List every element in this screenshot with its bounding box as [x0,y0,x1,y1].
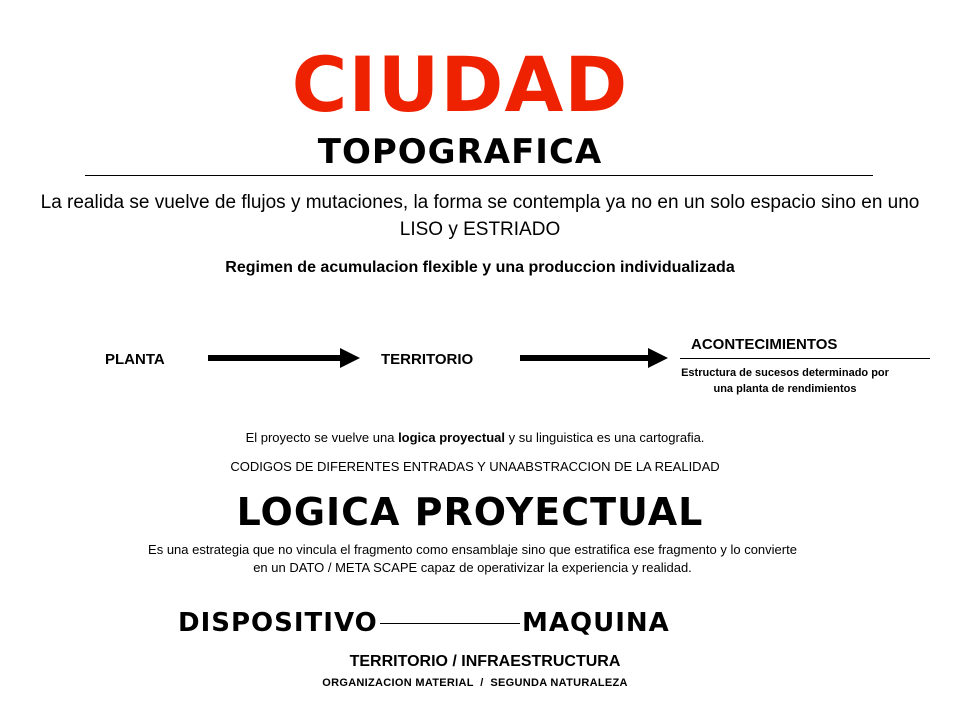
acontecimientos-note: Estructura de sucesos determinado por una planta de rendimientos [681,367,889,395]
acontecimientos-divider [680,358,930,359]
maquina-label: MAQUINA [522,608,670,638]
proyecto-text-before: El proyecto se vuelve una [245,430,399,445]
codigos-line: CODIGOS DE DIFERENTES ENTRADAS Y UNAABSTRACCION DE LA REALIDAD [230,459,720,474]
logica-paragraph: Es una estrategia que no vincula el fragmento como ensamblaje sino que estratifica ese fragmento y lo convierte en un DATO / META SCAPE capaz de operativizar la experiencia y realidad. [148,542,797,575]
logica-heading: LOGICA PROYECTUAL [236,490,704,534]
dispositivo-label: DISPOSITIVO [178,608,378,638]
organizacion-line: ORGANIZACION MATERIAL / SEGUNDA NATURALEZA [322,677,628,689]
proyecto-line [0,429,950,447]
dispositivo-maquina-connector [380,623,520,624]
territorio-infraestructura-line: TERRITORIO / INFRAESTRUCTURA [349,653,621,670]
page-title: CIUDAD [291,40,629,129]
proyecto-text-after: y su linguistica es una cartografia. [504,430,705,445]
flow-label-territorio: TERRITORIO [381,351,474,368]
page-subtitle: TOPOGRAFICA [317,132,603,172]
title-divider [85,175,873,176]
proyecto-text-bold: logica proyectual [398,430,505,445]
intro-paragraph: La realida se vuelve de flujos y mutaciones, la forma se contempla ya no en un solo espacio sino en uno LISO y ESTRIADO [40,192,920,240]
arrow-planta-territorio [208,348,360,368]
flow-label-acontecimientos: ACONTECIMIENTOS [691,336,838,353]
regimen-line: Regimen de acumulacion flexible y una produccion individualizada [225,259,735,276]
arrow-territorio-acontecimientos [520,348,668,368]
flow-label-planta: PLANTA [105,351,165,368]
